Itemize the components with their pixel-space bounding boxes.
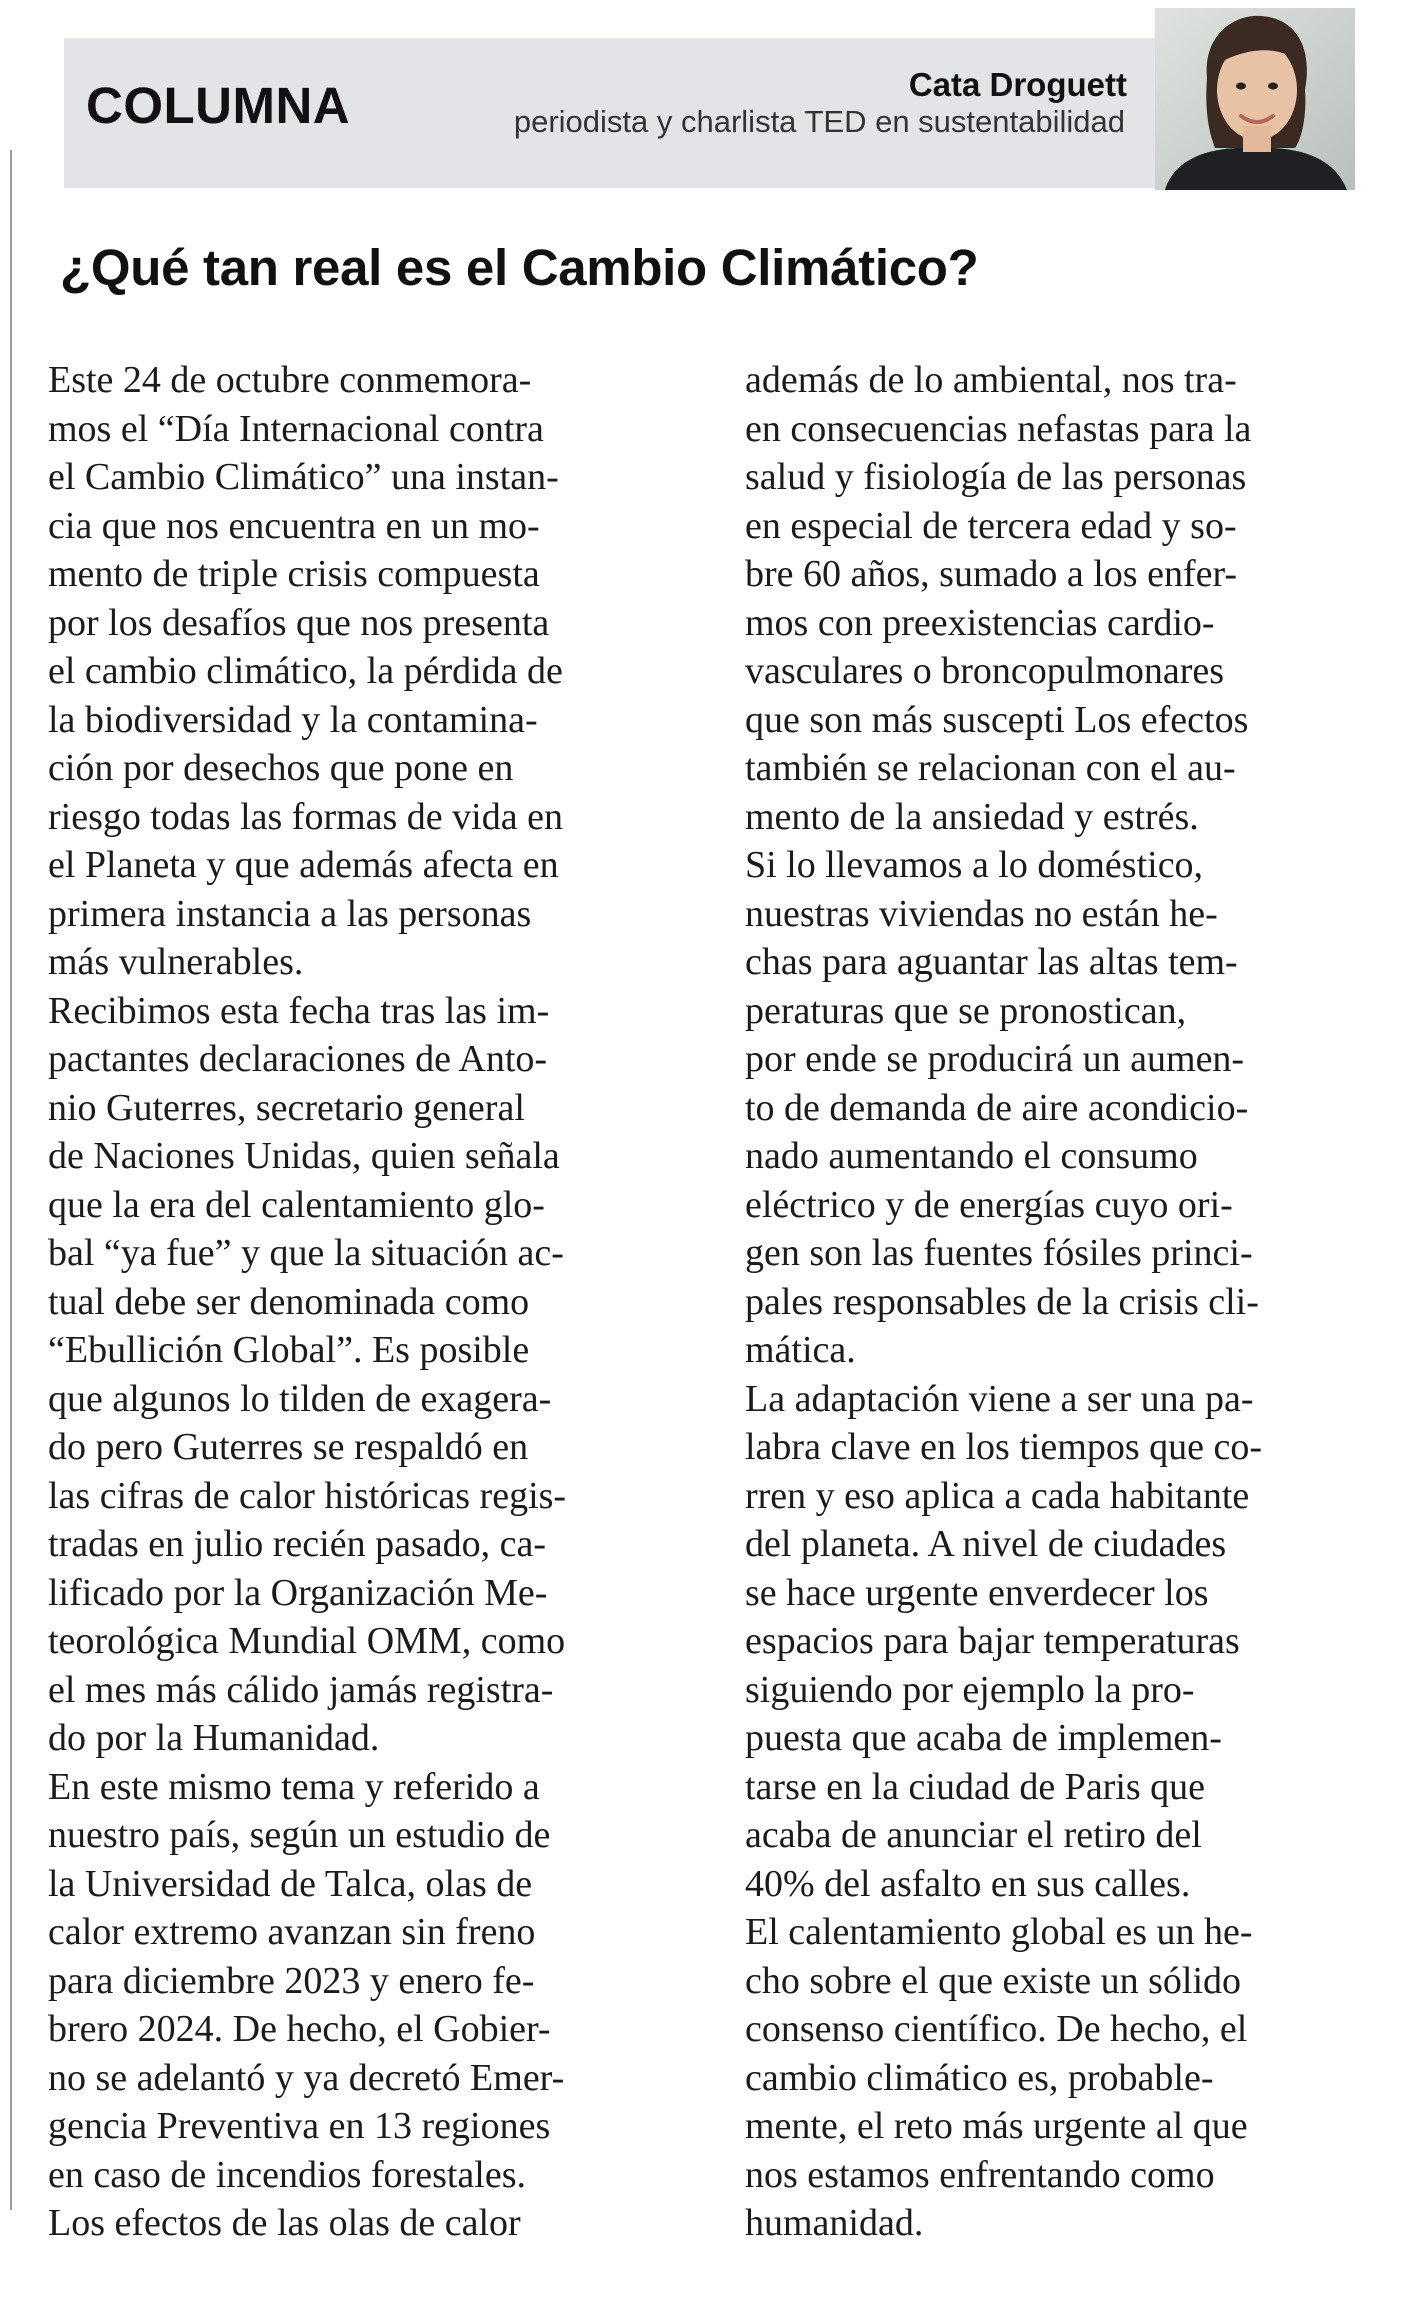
text-line: peraturas que se pronostican,	[745, 989, 1187, 1032]
text-line: la biodiversidad y la contamina-	[48, 698, 538, 741]
text-line: por ende se producirá un aumen-	[745, 1038, 1245, 1080]
text-line: en consecuencias nefastas para la	[745, 407, 1252, 450]
text-line: además de lo ambiental, nos tra-	[745, 359, 1237, 401]
text-line: de Naciones Unidas, quien señala	[48, 1135, 560, 1177]
text-line: do pero Guterres se respaldó en	[48, 1426, 529, 1468]
author-role: periodista y charlista TED en sustentabilidad	[513, 104, 1125, 139]
text-line: eléctrico y de energías cuyo ori-	[745, 1183, 1233, 1226]
text-line: El calentamiento global es un he-	[745, 1911, 1253, 1953]
section-label: COLUMNA	[86, 77, 351, 134]
text-line: chas para aguantar las altas tem-	[745, 941, 1238, 983]
text-line: nio Guterres, secretario general	[48, 1086, 525, 1129]
text-line: labra clave en los tiempos que co-	[745, 1426, 1263, 1468]
text-line: no se adelantó y ya decretó Emer-	[48, 2056, 565, 2099]
text-line: nuestro país, según un estudio de	[48, 1814, 551, 1856]
author-photo	[1155, 8, 1355, 190]
text-line: cia que nos encuentra en un mo-	[48, 504, 540, 547]
text-line: En este mismo tema y referido a	[48, 1765, 540, 1808]
text-line: tradas en julio recién pasado, ca-	[48, 1523, 546, 1565]
article-column-right	[745, 356, 1262, 2248]
text-line: mente, el reto más urgente al que	[745, 2105, 1248, 2147]
text-line: el mes más cálido jamás registra-	[48, 1668, 554, 1711]
text-line: ción por desechos que pone en	[48, 747, 514, 789]
text-line: el cambio climático, la pérdida de	[48, 650, 563, 692]
column-rule-left	[10, 150, 12, 2210]
text-line: mos con preexistencias cardio-	[745, 601, 1215, 644]
text-line: bre 60 años, sumado a los enfer-	[745, 553, 1238, 595]
text-line: acaba de anunciar el retiro del	[745, 1814, 1202, 1856]
text-line: Los efectos de las olas de calor	[48, 2202, 521, 2244]
text-line: gencia Preventiva en 13 regiones	[48, 2105, 551, 2147]
text-line: se hace urgente enverdecer los	[745, 1571, 1209, 1614]
text-line: que algunos lo tilden de exagera-	[48, 1377, 552, 1420]
text-line: mento de la ansiedad y estrés.	[745, 795, 1199, 838]
text-line: Recibimos esta fecha tras las im-	[48, 989, 550, 1032]
text-line: el Planeta y que además afecta en	[48, 844, 559, 886]
text-line: Si lo llevamos a lo doméstico,	[745, 844, 1204, 886]
text-line: primera instancia a las personas	[48, 892, 532, 935]
text-line: en caso de incendios forestales.	[48, 2153, 526, 2196]
article-column-left	[48, 356, 566, 2248]
text-line: bal “ya fue” y que la situación ac-	[48, 1232, 564, 1274]
text-line: riesgo todas las formas de vida en	[48, 795, 563, 838]
text-line: pales responsables de la crisis cli-	[745, 1280, 1259, 1323]
text-line: siguiendo por ejemplo la pro-	[745, 1668, 1195, 1711]
text-line: pactantes declaraciones de Anto-	[48, 1038, 548, 1080]
text-line: por los desafíos que nos presenta	[48, 601, 550, 644]
text-line: “Ebullición Global”. Es posible	[48, 1329, 530, 1371]
author-name: Cata Droguett	[908, 66, 1127, 103]
text-line: rren y eso aplica a cada habitante	[745, 1474, 1250, 1517]
text-line: teorológica Mundial OMM, como	[48, 1620, 566, 1662]
text-line: las cifras de calor históricas regis-	[48, 1474, 567, 1517]
text-line: el Cambio Climático” una instan-	[48, 456, 559, 498]
text-line: gen son las fuentes fósiles princi-	[745, 1232, 1253, 1274]
text-line: que son más suscepti Los efectos	[745, 698, 1249, 741]
text-line: tual debe ser denominada como	[48, 1280, 530, 1323]
text-line: tarse en la ciudad de Paris que	[745, 1765, 1206, 1808]
text-line: vasculares o broncopulmonares	[745, 650, 1225, 692]
text-line: nos estamos enfrentando como	[745, 2153, 1215, 2196]
text-line: consenso científico. De hecho, el	[745, 2008, 1248, 2050]
text-line: también se relacionan con el au-	[745, 747, 1236, 789]
text-line: Este 24 de octubre conmemora-	[48, 359, 532, 401]
text-line: 40% del asfalto en sus calles.	[745, 1862, 1191, 1905]
text-line: cambio climático es, probable-	[745, 2056, 1214, 2099]
text-line: La adaptación viene a ser una pa-	[745, 1377, 1254, 1420]
text-line: más vulnerables.	[48, 941, 304, 983]
text-line: que la era del calentamiento glo-	[48, 1183, 545, 1226]
text-line: espacios para bajar temperaturas	[745, 1620, 1240, 1662]
text-line: lificado por la Organización Me-	[48, 1571, 548, 1614]
text-line: del planeta. A nivel de ciudades	[745, 1523, 1227, 1565]
text-line: mos el “Día Internacional contra	[48, 407, 544, 450]
text-line: nado aumentando el consumo	[745, 1135, 1198, 1177]
text-line: en especial de tercera edad y so-	[745, 504, 1237, 547]
text-line: salud y fisiología de las personas	[745, 456, 1247, 498]
text-line: mática.	[745, 1329, 856, 1371]
text-line: humanidad.	[745, 2202, 924, 2244]
text-line: mento de triple crisis compuesta	[48, 553, 540, 595]
text-line: brero 2024. De hecho, el Gobier-	[48, 2008, 551, 2050]
text-line: la Universidad de Talca, olas de	[48, 1862, 533, 1905]
text-line: nuestras viviendas no están he-	[745, 892, 1218, 935]
article-title: ¿Qué tan real es el Cambio Climático?	[60, 239, 979, 296]
text-line: cho sobre el que existe un sólido	[745, 1959, 1242, 2002]
text-line: calor extremo avanzan sin freno	[48, 1911, 536, 1953]
text-line: puesta que acaba de implemen-	[745, 1717, 1222, 1759]
text-line: para diciembre 2023 y enero fe-	[48, 1959, 535, 2002]
text-line: to de demanda de aire acondicio-	[745, 1086, 1249, 1129]
text-line: do por la Humanidad.	[48, 1717, 380, 1759]
